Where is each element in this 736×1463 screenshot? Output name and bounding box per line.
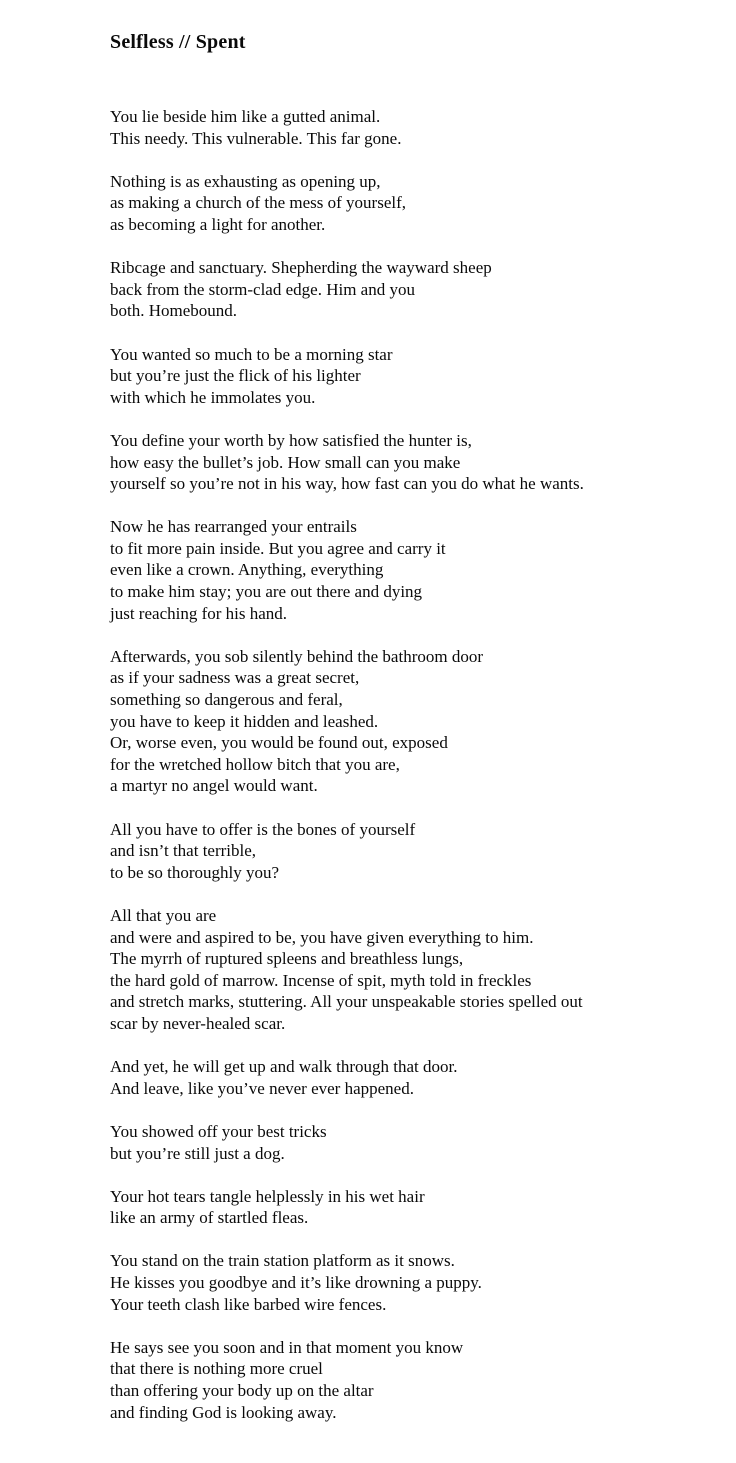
- poem-line: scar by never-healed scar.: [110, 1013, 286, 1033]
- stanza: [110, 819, 716, 884]
- poem-line: Your teeth clash like barbed wire fences.: [110, 1294, 387, 1314]
- poem-line: to make him stay; you are out there and dying: [110, 582, 423, 602]
- poem-line: Nothing is as exhausting as opening up,: [110, 171, 381, 191]
- poem-line: but you’re just the flick of his lighter: [110, 366, 361, 386]
- poem-line: All you have to offer is the bones of yourself: [110, 819, 416, 839]
- poem-line: the hard gold of marrow. Incense of spit, myth told in freckles: [110, 970, 532, 990]
- stanza: [110, 646, 716, 797]
- poem-line: both. Homebound.: [110, 301, 238, 321]
- poem-title: Selfless // Spent: [110, 31, 246, 53]
- poem-line: You wanted so much to be a morning star: [110, 344, 393, 364]
- poem-line: that there is nothing more cruel: [110, 1359, 323, 1379]
- poem-line: and isn’t that terrible,: [110, 841, 257, 861]
- poem-line: with which he immolates you.: [110, 387, 316, 407]
- poem-line: even like a crown. Anything, everything: [110, 560, 384, 580]
- stanza: [110, 905, 716, 1035]
- stanza: [110, 1337, 716, 1423]
- poem-line: The myrrh of ruptured spleens and breathless lungs,: [110, 949, 464, 969]
- poem-line: as becoming a light for another.: [110, 214, 326, 234]
- stanza: [110, 430, 716, 495]
- poem-line: You stand on the train station platform as it snows.: [110, 1251, 455, 1271]
- poem-line: you have to keep it hidden and leashed.: [110, 711, 379, 731]
- poem-line: just reaching for his hand.: [110, 603, 288, 623]
- poem-line: something so dangerous and feral,: [110, 690, 343, 710]
- poem-body: [110, 106, 716, 1423]
- poem-line: than offering your body up on the altar: [110, 1381, 374, 1401]
- poem-line: And leave, like you’ve never ever happened.: [110, 1078, 414, 1098]
- poem-line: You showed off your best tricks: [110, 1121, 327, 1141]
- stanza: [110, 171, 716, 236]
- poem-line: Your hot tears tangle helplessly in his wet hair: [110, 1186, 425, 1206]
- stanza: [110, 1056, 716, 1099]
- poem-line: back from the storm-clad edge. Him and you: [110, 279, 415, 299]
- poem-line: He kisses you goodbye and it’s like drowning a puppy.: [110, 1273, 482, 1293]
- stanza: [110, 106, 716, 149]
- stanza: [110, 516, 716, 624]
- poem-line: Or, worse even, you would be found out, exposed: [110, 733, 448, 753]
- poem-line: as if your sadness was a great secret,: [110, 668, 360, 688]
- stanza: [110, 1250, 716, 1315]
- poem-line: and finding God is looking away.: [110, 1402, 337, 1422]
- poem-line: You define your worth by how satisfied the hunter is,: [110, 430, 472, 450]
- poem-line: how easy the bullet’s job. How small can you make: [110, 452, 461, 472]
- poem-line: but you’re still just a dog.: [110, 1143, 285, 1163]
- poem-line: And yet, he will get up and walk through that door.: [110, 1057, 458, 1077]
- poem-line: Now he has rearranged your entrails: [110, 517, 357, 537]
- poem-line: and were and aspired to be, you have given everything to him.: [110, 927, 534, 947]
- poem-line: All that you are: [110, 905, 217, 925]
- stanza: [110, 257, 716, 322]
- poem-line: You lie beside him like a gutted animal.: [110, 107, 381, 126]
- stanza: [110, 344, 716, 409]
- poem-line: Ribcage and sanctuary. Shepherding the wayward sheep: [110, 258, 492, 278]
- poem-line: and stretch marks, stuttering. All your unspeakable stories spelled out: [110, 992, 583, 1012]
- stanza: [110, 1186, 716, 1229]
- poem-line: to be so thoroughly you?: [110, 862, 280, 882]
- poem-line: yourself so you’re not in his way, how fast can you do what he wants.: [110, 474, 584, 494]
- poem-line: a martyr no angel would want.: [110, 776, 318, 796]
- poem-line: as making a church of the mess of yourself,: [110, 193, 406, 213]
- poem-line: Afterwards, you sob silently behind the bathroom door: [110, 646, 483, 666]
- poem-line: like an army of startled fleas.: [110, 1208, 309, 1228]
- poem-line: for the wretched hollow bitch that you are,: [110, 754, 400, 774]
- stanza: [110, 1121, 716, 1164]
- poem-line: He says see you soon and in that moment you know: [110, 1337, 464, 1357]
- poem-line: This needy. This vulnerable. This far gone.: [110, 128, 402, 148]
- poem-line: to fit more pain inside. But you agree and carry it: [110, 538, 446, 558]
